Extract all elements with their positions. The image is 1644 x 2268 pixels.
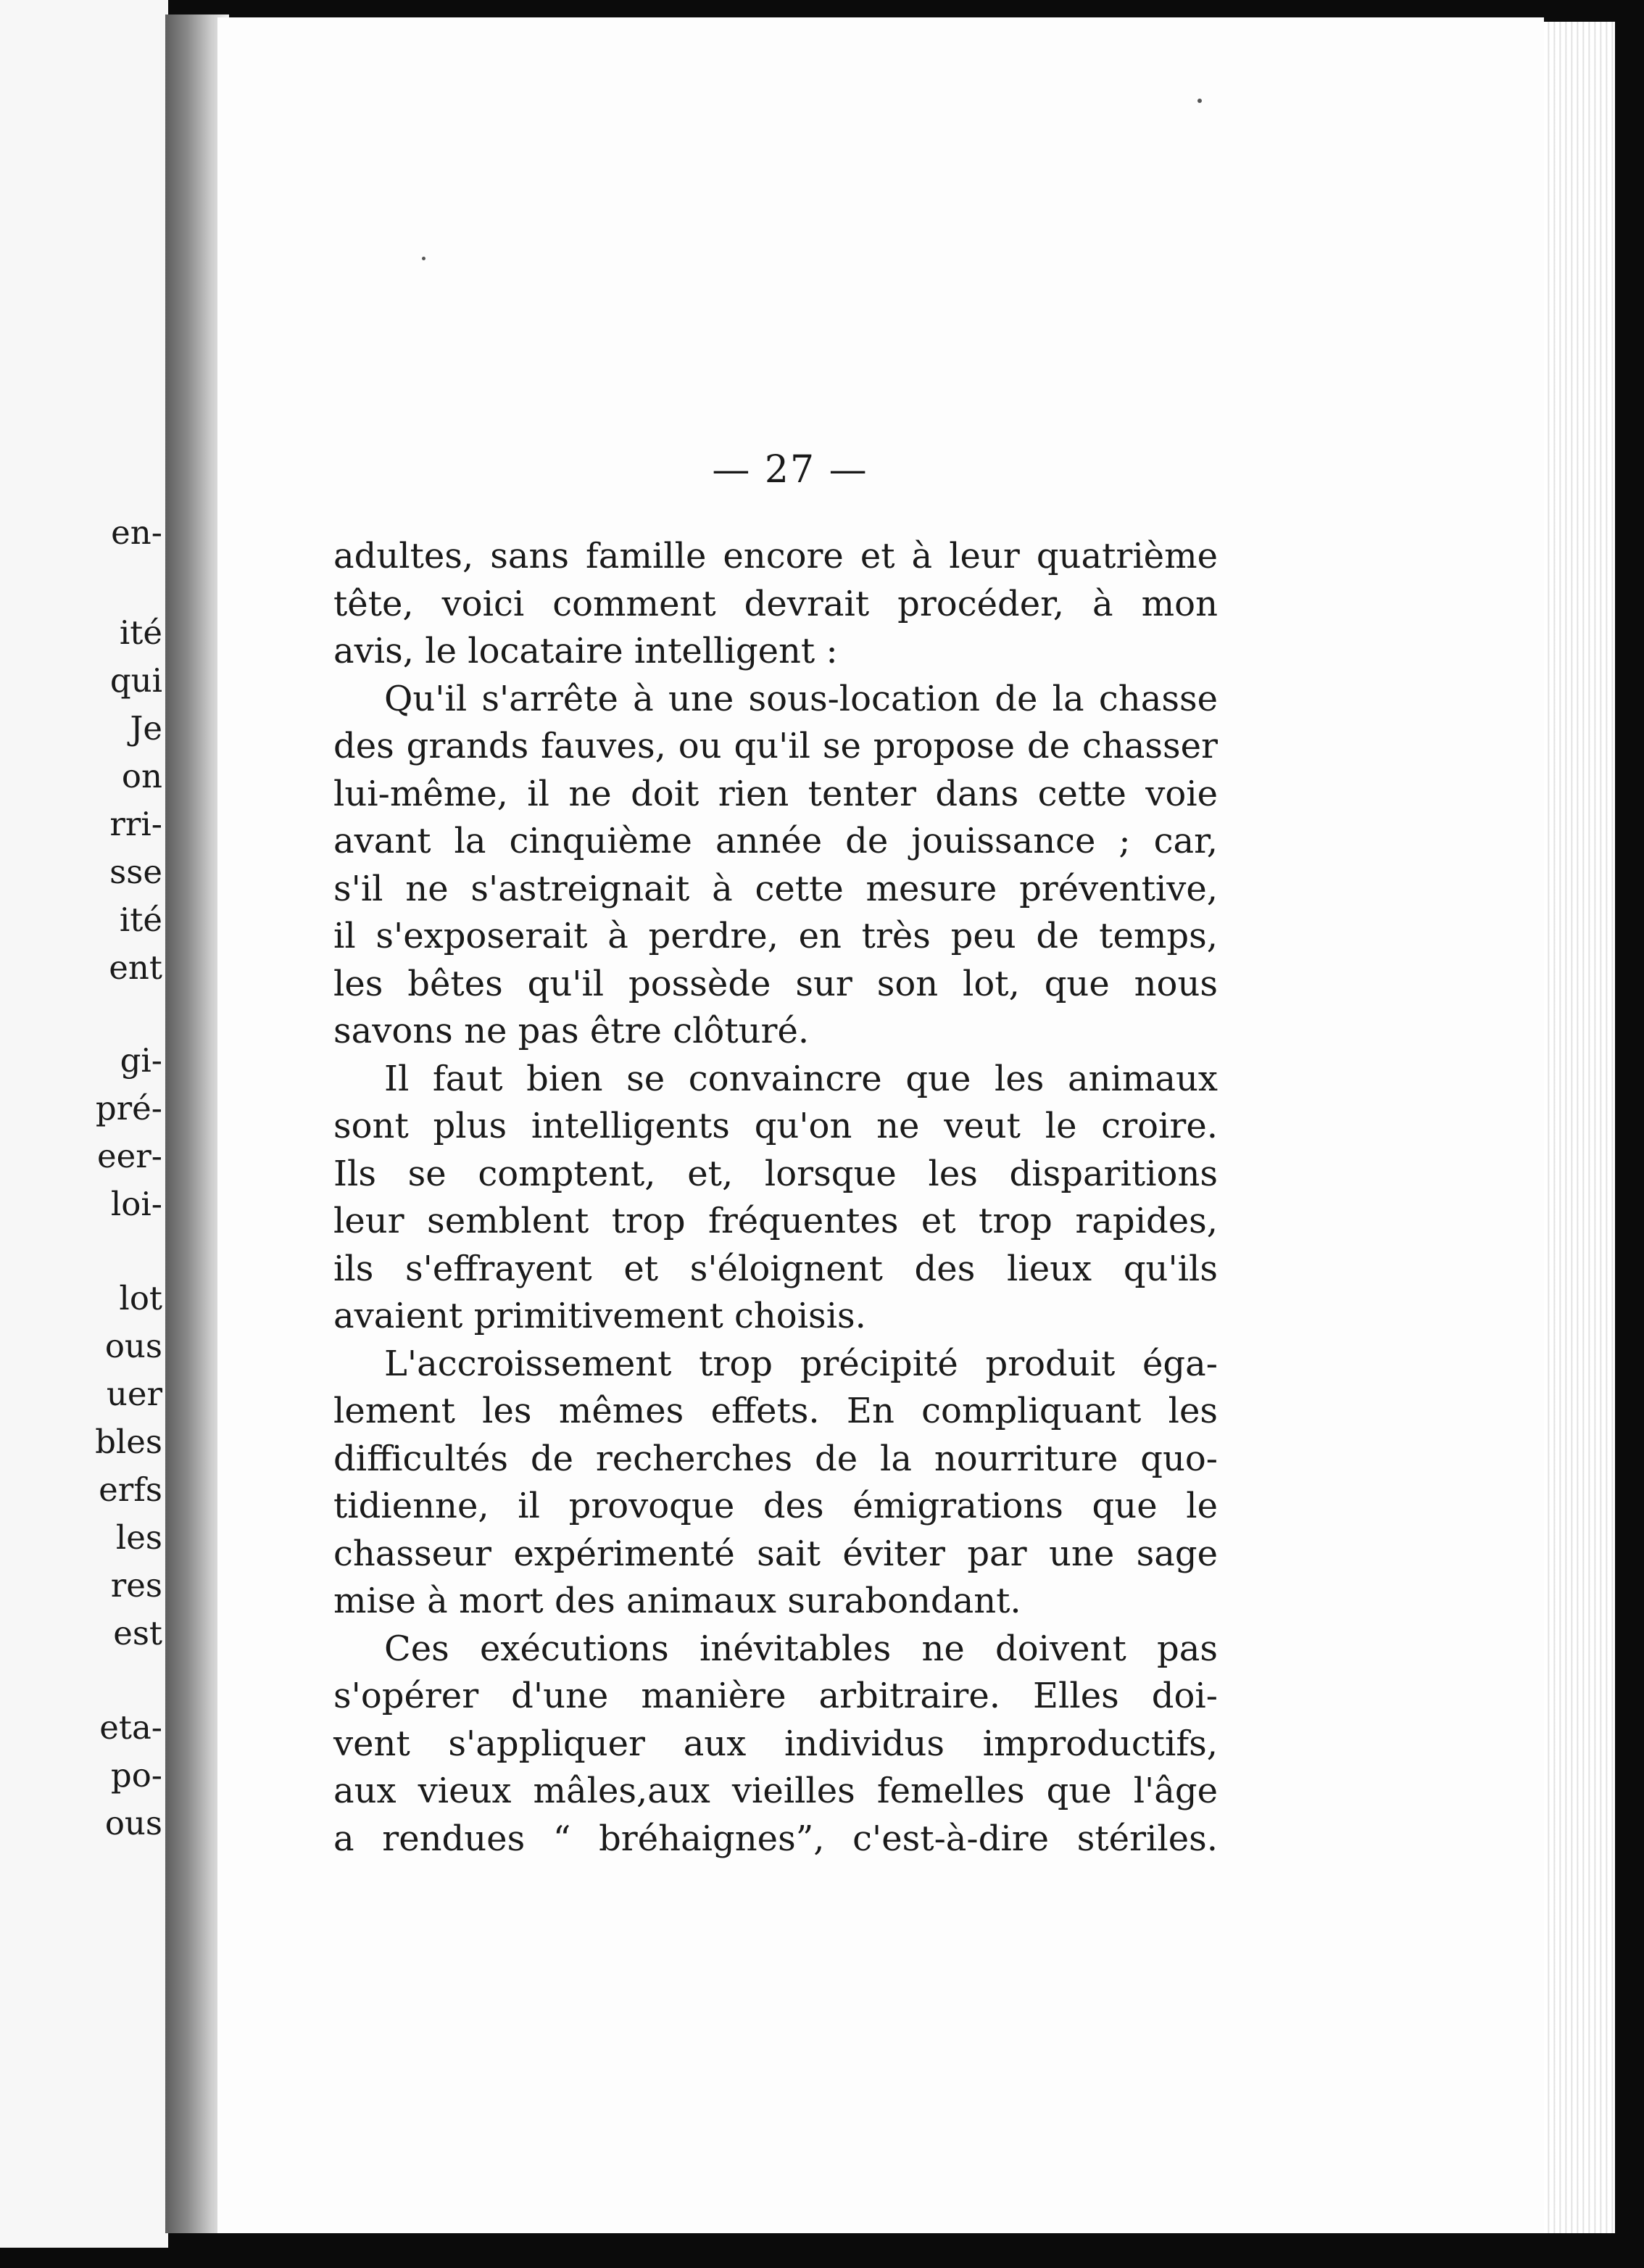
left-page-text-fragment: les <box>115 1518 162 1557</box>
paper-speck <box>422 257 425 260</box>
text-line: avaient primitivement choisis. <box>333 1296 866 1336</box>
text-line: les bêtes qu'il possède sur son lot, que nous <box>333 963 1218 1004</box>
page-number: — 27 — <box>712 448 868 492</box>
left-page-text-fragment: lot <box>119 1279 162 1317</box>
left-page-text-fragment: uer <box>106 1375 162 1413</box>
text-line: L'accroissement trop précipité produit éga- <box>384 1343 1218 1384</box>
text-line: a rendues “ bréhaignes”, c'est-à-dire stériles. <box>333 1818 1218 1859</box>
text-line: des grands fauves, ou qu'il se propose de chasser <box>333 726 1218 766</box>
text-line: difficultés de recherches de la nourriture quo- <box>333 1438 1218 1479</box>
text-line: Ils se comptent, et, lorsque les disparitions <box>333 1153 1218 1194</box>
left-page-text-fragment: po- <box>110 1756 162 1795</box>
paper-speck <box>1197 99 1202 103</box>
text-line: mise à mort des animaux surabondant. <box>333 1581 1021 1621</box>
left-page-text-fragment: eta- <box>99 1708 162 1747</box>
body-text <box>333 533 1218 1863</box>
left-page-text-fragment: ent <box>109 948 162 987</box>
text-line: tidienne, il provoque des émigrations que le <box>333 1486 1218 1526</box>
text-line: avant la cinquième année de jouissance ; car, <box>333 821 1218 861</box>
left-page-text-fragment: qui <box>109 661 162 700</box>
left-page-text-fragment: gi- <box>120 1041 162 1080</box>
left-page-text-fragment: est <box>113 1614 162 1652</box>
left-page-text-fragment: ité <box>119 613 162 652</box>
left-page-text-fragment: pré- <box>95 1089 162 1127</box>
text-line: sont plus intelligents qu'on ne veut le croire. <box>333 1106 1218 1146</box>
text-line: lui-même, il ne doit rien tenter dans cette voie <box>333 773 1218 814</box>
text-line: leur semblent trop fréquentes et trop rapides, <box>333 1201 1218 1241</box>
text-line: Il faut bien se convaincre que les animaux <box>384 1058 1218 1099</box>
left-page-text-fragment: eer- <box>97 1137 162 1175</box>
left-page-text-fragment: erfs <box>99 1470 162 1509</box>
text-line: lement les mêmes effets. En compliquant les <box>333 1391 1218 1431</box>
text-line: il s'exposerait à perdre, en très peu de temps, <box>333 916 1218 956</box>
text-line: aux vieux mâles,aux vieilles femelles que l'âge <box>333 1771 1218 1811</box>
text-line: ils s'effrayent et s'éloignent des lieux qu'ils <box>333 1248 1218 1289</box>
left-page-text-fragment: on <box>121 757 162 795</box>
left-page-text-fragment: ous <box>104 1804 162 1842</box>
left-page-text-fragment: res <box>110 1566 162 1605</box>
left-page-text-fragment: en- <box>111 513 162 552</box>
left-page-text-fragment: loi- <box>110 1185 162 1223</box>
text-line: savons ne pas être clôturé. <box>333 1011 810 1051</box>
left-page-text-fragment: ité <box>119 901 162 939</box>
text-line: s'il ne s'astreignait à cette mesure préventive, <box>333 868 1218 909</box>
left-page-text-fragment: bles <box>95 1423 162 1461</box>
text-line: avis, le locataire intelligent : <box>333 631 838 671</box>
text-line: s'opérer d'une manière arbitraire. Elles doi- <box>333 1676 1218 1716</box>
text-line: Ces exécutions inévitables ne doivent pas <box>384 1628 1218 1669</box>
text-line: vent s'appliquer aux individus improductifs, <box>333 1723 1218 1764</box>
page-edge-stack <box>1544 22 1615 2233</box>
left-facing-page <box>0 0 168 2248</box>
left-page-text-fragment: sse <box>109 853 162 891</box>
left-page-text-fragment: Je <box>130 709 162 748</box>
left-page-text-fragment: rri- <box>109 805 162 843</box>
text-line: adultes, sans famille encore et à leur quatrième <box>333 536 1218 576</box>
text-line: tête, voici comment devrait procéder, à mon <box>333 583 1218 624</box>
text-line: chasseur expérimenté sait éviter par une sage <box>333 1533 1218 1574</box>
left-page-text-fragment: ous <box>104 1327 162 1365</box>
text-line: Qu'il s'arrête à une sous-location de la chasse <box>384 678 1218 719</box>
